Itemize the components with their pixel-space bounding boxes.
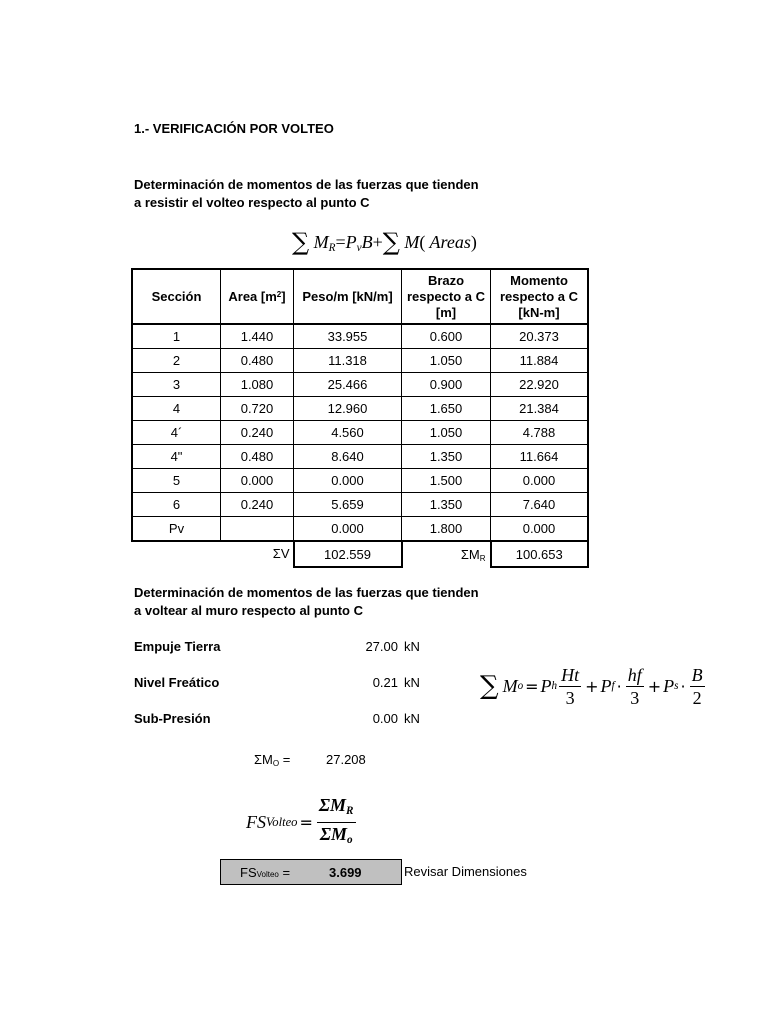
sum-v-cell bbox=[272, 541, 402, 567]
section-title: 1.- VERIFICACIÓN POR VOLTEO bbox=[134, 121, 334, 136]
table-cell: 0.240 bbox=[221, 421, 294, 445]
table-row bbox=[132, 421, 588, 445]
table-cell: 4.788 bbox=[491, 421, 589, 445]
force-unit-empuje: kN bbox=[404, 639, 420, 654]
force-label-freatico: Nivel Freático bbox=[134, 675, 220, 690]
force-unit-subpresion: kN bbox=[404, 711, 420, 726]
header-momento: Momento respecto a C [kN-m] bbox=[491, 269, 589, 324]
table-cell: 0.480 bbox=[221, 349, 294, 373]
sum-mr-label: $\Sigma M_R$ bbox=[460, 546, 486, 563]
overturn-description: Determinación de momentos de las fuerzas que tienden a voltear al muro respecto al punto C bbox=[134, 585, 479, 618]
table-cell: 1 bbox=[132, 324, 221, 349]
table-cell: 1.500 bbox=[402, 469, 491, 493]
table-row bbox=[132, 445, 588, 469]
table-row bbox=[132, 469, 588, 493]
table-cell: 5 bbox=[132, 469, 221, 493]
force-unit-freatico: kN bbox=[404, 675, 420, 690]
sum-mr-value: 100.653 bbox=[491, 541, 589, 567]
table-cell: 1.080 bbox=[221, 373, 294, 397]
table-cell: 0.000 bbox=[491, 517, 589, 542]
table-cell: 0.000 bbox=[294, 469, 402, 493]
table-cell: 1.350 bbox=[402, 493, 491, 517]
table-cell: 21.384 bbox=[491, 397, 589, 421]
table-cell: 1.650 bbox=[402, 397, 491, 421]
table-cell: 2 bbox=[132, 349, 221, 373]
sum-mo-value: 27.208 bbox=[326, 752, 366, 767]
table-cell: 0.240 bbox=[221, 493, 294, 517]
table-cell: 4.560 bbox=[294, 421, 402, 445]
table-cell: 1.050 bbox=[402, 349, 491, 373]
table-cell: 11.884 bbox=[491, 349, 589, 373]
table-row bbox=[132, 493, 588, 517]
table-cell: 0.000 bbox=[491, 469, 589, 493]
moments-table bbox=[131, 268, 589, 568]
safety-factor-value: 3.699 bbox=[329, 865, 362, 880]
sum-row bbox=[132, 541, 588, 567]
table-cell: 22.920 bbox=[491, 373, 589, 397]
table-row bbox=[132, 517, 588, 542]
table-cell: 6 bbox=[132, 493, 221, 517]
table-cell: 0.480 bbox=[221, 445, 294, 469]
table-cell: 0.900 bbox=[402, 373, 491, 397]
safety-factor-label: FSVolteo = bbox=[240, 865, 291, 880]
table-cell: 33.955 bbox=[294, 324, 402, 349]
table-cell: 20.373 bbox=[491, 324, 589, 349]
table-cell: 4´ bbox=[132, 421, 221, 445]
header-area: Area $[m^2]$ bbox=[221, 269, 294, 324]
table-cell: 5.659 bbox=[294, 493, 402, 517]
table-cell: 3 bbox=[132, 373, 221, 397]
table-row bbox=[132, 324, 588, 349]
sum-mo-label: $\Sigma M_O$ = bbox=[254, 752, 291, 768]
table-row bbox=[132, 349, 588, 373]
table-cell: 12.960 bbox=[294, 397, 402, 421]
table-cell: 7.640 bbox=[491, 493, 589, 517]
force-label-subpresion: Sub-Presión bbox=[134, 711, 211, 726]
header-brazo: Brazo respecto a C [m] bbox=[402, 269, 491, 324]
sum-v-label: ΣV bbox=[272, 546, 290, 561]
table-cell: 1.800 bbox=[402, 517, 491, 542]
sum-v-value: 102.559 bbox=[324, 546, 371, 562]
table-cell: 1.350 bbox=[402, 445, 491, 469]
table-cell: Pv bbox=[132, 517, 221, 542]
table-cell: 4" bbox=[132, 445, 221, 469]
table-cell: 11.318 bbox=[294, 349, 402, 373]
table-cell: 0.000 bbox=[221, 469, 294, 493]
resisting-moment-formula: ∑ $M_R=P_vB+\sum$ M( Areas) bbox=[292, 228, 477, 256]
table-cell: 0.720 bbox=[221, 397, 294, 421]
force-value-freatico: 0.21 bbox=[372, 675, 398, 690]
force-value-empuje: 27.00 bbox=[365, 639, 398, 654]
header-peso: Peso/m [kN/m] bbox=[294, 269, 402, 324]
force-label-empuje: Empuje Tierra bbox=[134, 639, 221, 654]
table-row bbox=[132, 373, 588, 397]
table-cell: 8.640 bbox=[294, 445, 402, 469]
safety-factor-message: Revisar Dimensiones bbox=[404, 864, 527, 879]
safety-factor-formula: FS Volteo = $\frac{\Sigma M_R}{\Sigma M_o}$ bbox=[246, 794, 354, 846]
safety-factor-box bbox=[220, 859, 402, 885]
header-seccion: Sección bbox=[132, 269, 221, 324]
overturning-moment-formula: ∑ M o = P h $\frac{Ht}{3}$ + P f · $\frac{hf}{3}$ + P s · $\frac{B}{2}$ bbox=[480, 664, 703, 708]
table-cell: 1.440 bbox=[221, 324, 294, 349]
table-cell: 0.600 bbox=[402, 324, 491, 349]
table-row bbox=[132, 397, 588, 421]
table-cell: 0.000 bbox=[294, 517, 402, 542]
force-value-subpresion: 0.00 bbox=[372, 711, 398, 726]
table-cell bbox=[221, 517, 294, 542]
resist-description: Determinación de momentos de las fuerzas que tienden a resistir el volteo respecto al punto C bbox=[134, 177, 479, 210]
table-cell: 25.466 bbox=[294, 373, 402, 397]
table-cell: 1.050 bbox=[402, 421, 491, 445]
table-cell: 11.664 bbox=[491, 445, 589, 469]
table-cell: 4 bbox=[132, 397, 221, 421]
